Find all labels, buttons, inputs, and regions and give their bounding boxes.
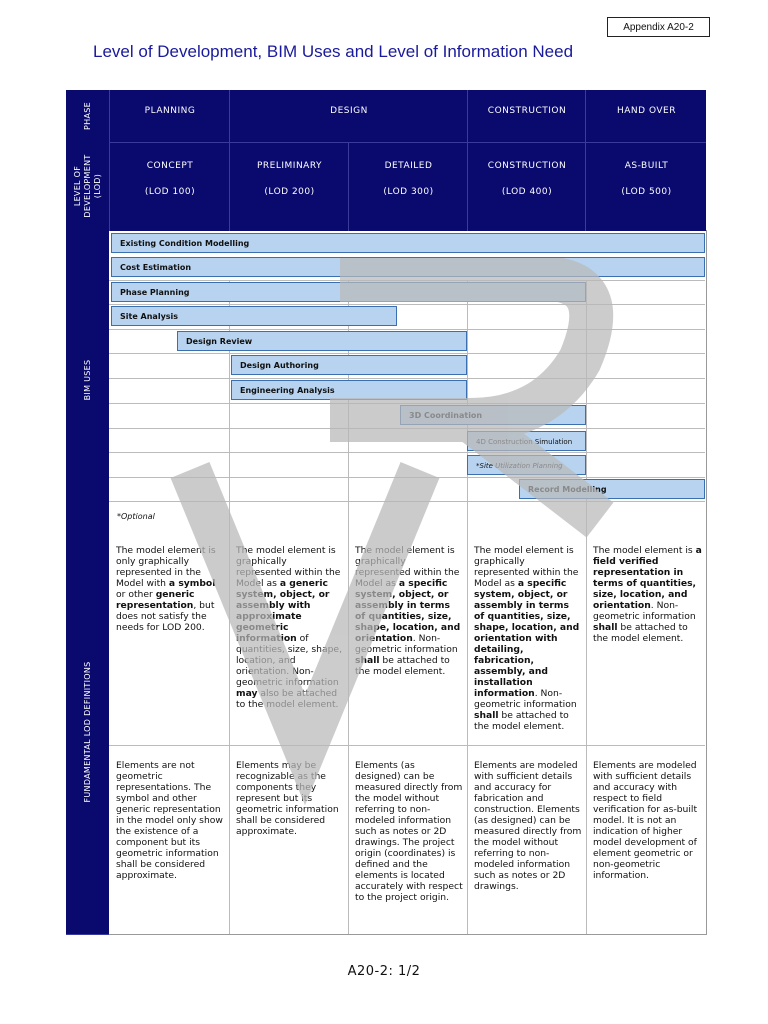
accuracy-lod300: Elements (as designed) can be measured directly from the model without referring to non-modeled information such as notes or 2D drawings. The project origin (coordinates) is defined and the elements is located accurately with respect to the project origin. — [355, 760, 463, 903]
definition-lod100: The model element is only graphically represented in the Model with a symbol or other generic representation, but does not satisfy the needs for LOD 200. — [116, 545, 216, 633]
lod-code: (LOD 500) — [621, 187, 672, 197]
lod-name: DETAILED — [384, 161, 433, 171]
phase-text: DESIGN — [330, 106, 368, 116]
fundamental-label-text: FUNDAMENTAL LOD DEFINITIONS — [82, 661, 92, 803]
lod-code: (LOD 400) — [501, 187, 553, 197]
lod-name: CONCEPT — [146, 161, 194, 171]
bim-uses-label-text: BIM USES — [82, 359, 92, 401]
accuracy-lod500: Elements are modeled with sufficient details and accuracy with respect to field verification for as-built model. It is not an indication of higher model development of element geometric or non-geometric information. — [593, 760, 698, 881]
lod-code: (LOD 100) — [144, 187, 196, 197]
lod-name: PRELIMINARY — [256, 161, 323, 171]
bim-use-cost-estimation: Cost Estimation — [111, 257, 705, 277]
bim-use-existing-condition: Existing Condition Modelling — [111, 233, 705, 253]
optional-note: *Optional — [117, 512, 155, 521]
page-title: Level of Development, BIM Uses and Level of Information Need — [93, 42, 574, 61]
bim-use-design-review: Design Review — [177, 331, 467, 351]
bim-use-phase-planning: Phase Planning — [111, 282, 586, 302]
lod-name: CONSTRUCTION — [487, 161, 567, 171]
appendix-label: Appendix A20-2 — [607, 17, 710, 37]
phase-text: HAND OVER — [617, 106, 676, 116]
phase-text: CONSTRUCTION — [487, 106, 567, 116]
bim-use-record-modelling: Record Modelling — [519, 479, 705, 499]
bim-use-site-analysis: Site Analysis — [111, 306, 397, 326]
bim-use-design-authoring: Design Authoring — [231, 355, 467, 375]
watermark-v-stroke — [190, 470, 420, 750]
definition-lod500: The model element is a field verified representation in terms of quantities, size, location, and orientation. Non-geometric information shall be attached to the model element. — [593, 545, 702, 644]
bim-use-4d-simulation: 4D Construction Simulation — [467, 431, 586, 451]
bim-use-3d-coordination: 3D Coordination — [400, 405, 586, 425]
lod-code: (LOD 200) — [264, 187, 315, 197]
accuracy-lod400: Elements are modeled with sufficient details and accuracy for fabrication and construction. Elements (as designed) can be measured directly from the model without referring to non-modeled information such as notes or 2D drawings. — [474, 760, 582, 892]
definition-lod300: The model element is graphically represented within the Model as a specific system, object, or assembly in terms of quantities, size, shape, location, and orientation. Non-geometric information shall be attached to the model element. — [355, 545, 461, 677]
bim-use-engineering-analysis: Engineering Analysis — [231, 380, 467, 400]
watermark-r-stroke — [330, 280, 600, 520]
accuracy-lod100: Elements are not geometric representations. The symbol and other generic representation in the model only show the existence of a component but its geometric information shall be considered approximate. — [116, 760, 223, 881]
definition-lod200: The model element is graphically represented within the Model as a generic system, object, or assembly with approximate geometric information of quantities, size, shape, location, and orientation. Non-geometric information may also be attached to the model element. — [236, 545, 342, 710]
phase-text: PLANNING — [144, 106, 196, 116]
page-footer: A20-2: 1/2 — [347, 964, 421, 979]
accuracy-lod200: Elements may be recognizable as the components they represent but its geometric information shall be considered approximate. — [236, 760, 339, 837]
lod-label-text: LEVEL OF DEVELOPMENT (LOD) — [72, 154, 102, 218]
bim-use-site-utilization: *Site Utilization Planning — [467, 455, 586, 475]
watermark-shape — [190, 280, 600, 750]
definition-lod400: The model element is graphically represented within the Model as a specific system, object, or assembly in terms of quantities, size, shape, location, and orientation with detailing, fabrication, assembly, and installation information. Non-geometric information shall be attached to the model element. — [474, 545, 580, 732]
lod-name: AS-BUILT — [624, 161, 669, 171]
lod-code: (LOD 300) — [383, 187, 434, 197]
phase-label-text: PHASE — [82, 102, 92, 130]
